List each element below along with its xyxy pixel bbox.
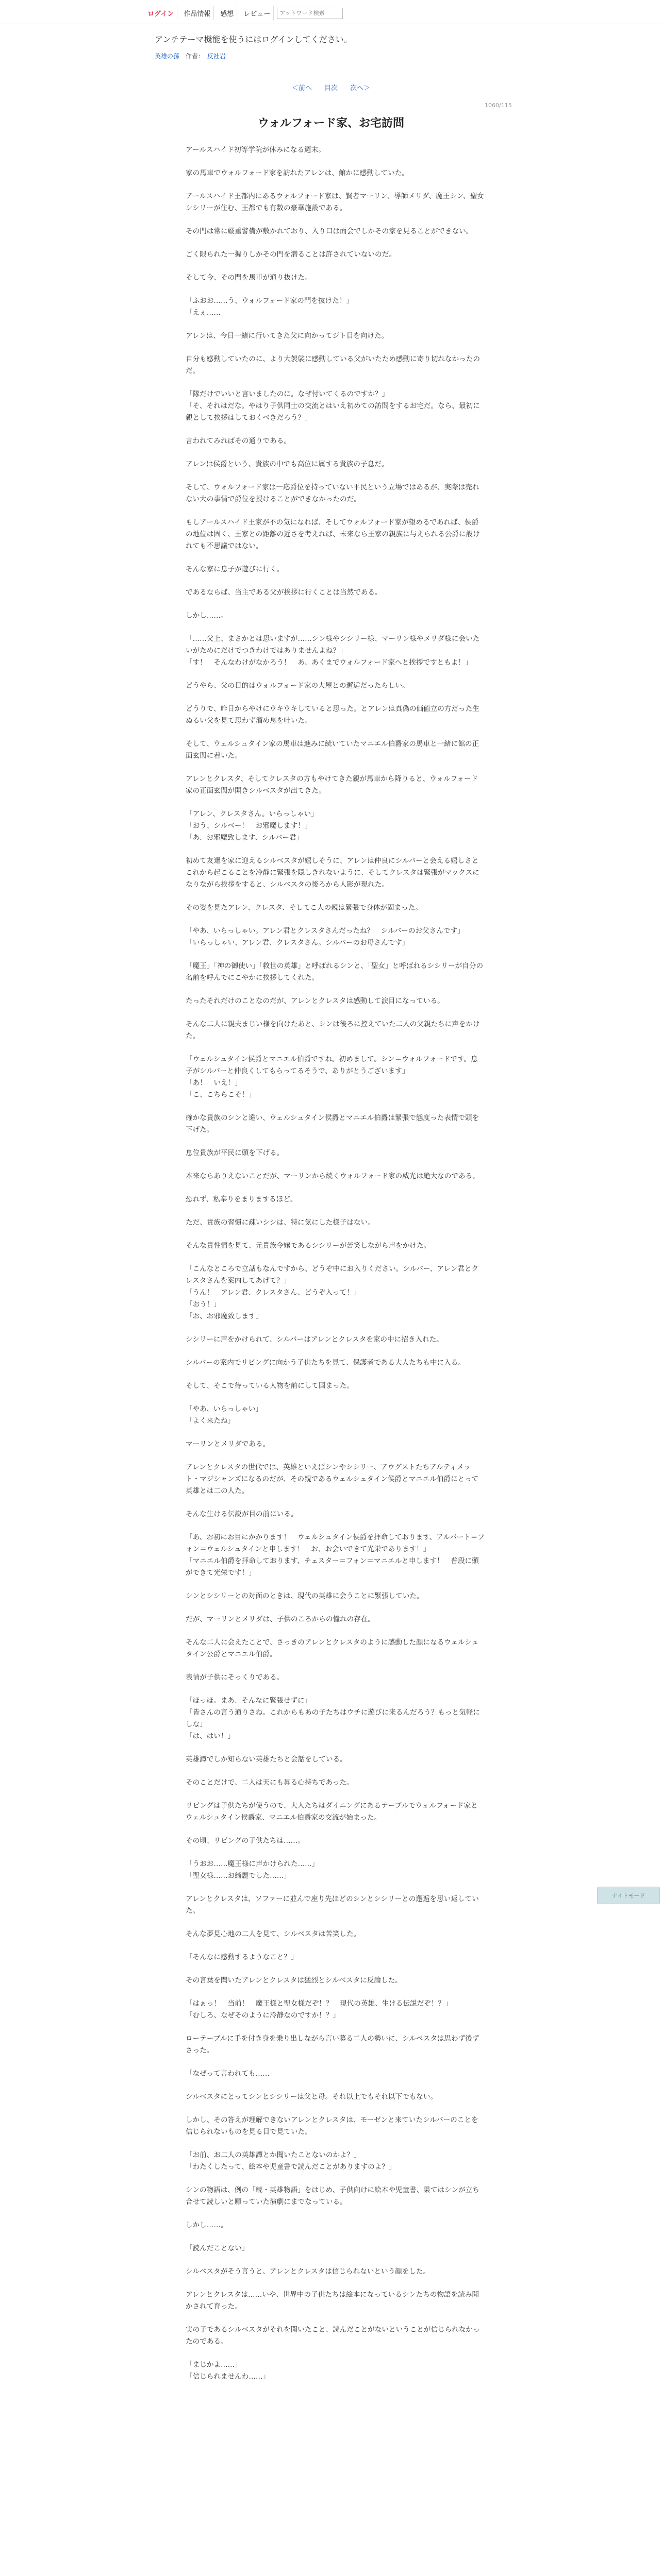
story-paragraph: どうやら、父の目的はウォルフォード家の大屋との邂逅だったらしい。 [186,682,409,690]
story-paragraph: 表情が子供にそっくりである。 [186,1673,284,1682]
story-paragraph: 「お前、お二人の英雄譚とか聞いたことないのかよ？」 「わたくしたって、絵本や児童書で読んだことがありますのよ？」 [186,2151,396,2171]
story-paragraph: 「ウェルシュタイン侯爵とマニエル伯爵ですね。初めまして。シン＝ウォルフォードです。息子がシルバーと仲良くしてもらってるそうで、ありがとうございます」 「あ！ いえ！」 「こ、こちらこそ！」 [186,1055,478,1099]
author-link[interactable]: 反社岩 [207,53,226,60]
story-paragraph: たったそれだけのことなのだが、アレンとクレスタは感動して涙目になっている。 [186,997,444,1005]
story-paragraph: 「……父上、まさかとは思いますが……シン様やシシリー様、マーリン様やメリダ様に会いたいがためにだけでつきわけではありませんよね？」 「す！ そんなわけがなかろう！ あ、あくまでウォルフォード家へと挨拶ですともよ！」 [186,635,480,667]
story-paragraph: であるならば、当主である父が挨拶に行くことは当然である。 [186,588,382,597]
story-paragraph: 「アレン、クレスタさん。いらっしゃい」 「おう、シルベー！ お邪魔します！」 「あ、お邪魔致します、シルバー君」 [186,810,318,842]
story-paragraph: アレンとクレスタは……いや、世界中の子供たちは絵本になっているシンたちの物語を読み聞かされて育った。 [186,2291,479,2311]
story-paragraph: もしアールスハイド王家が不の気になれば、そしてウォルフォード家が望めるであれば、侯爵の地位は固く、王家との距離の近さを考えれば、未来なら王家の親族に与えられる公爵に設けれても不思議ではない。 [186,518,480,550]
nav-impressions[interactable]: 感想 [217,6,237,20]
story-paragraph: どうりで、昨日からやけにウキウキしていると思った。とアレンは真偽の価値立の方だった生ぬるい父を見て思わず溜め息を吐いた。 [186,705,479,725]
story-paragraph: 「そんなに感動するようなこと？」 [186,1953,298,1961]
author-label: 作者： [185,53,204,60]
nav-work-info[interactable]: 作品情報 [180,6,214,20]
login-notice-link[interactable]: ログイン [261,35,294,44]
story-paragraph: 初めて友達を家に迎えるシルベスタが嬉しそうに、アレンは仲良にシルバーと会える嬉しさとこれから起こることを冷静に緊張を隠しきれないように、そしてクレスタは緊張がマックスになりながら挨拶をすると、シルベスタの後ろから人影が現れた。 [186,857,479,889]
story-paragraph: しかし……。 [186,2221,228,2229]
story-paragraph: そのことだけで、二人は天にも昇る心持ちであった。 [186,1778,354,1787]
chapter-title: ウォルフォード家、お宅訪問 [257,116,405,130]
story-paragraph: 「魔王」「神の御使い」「救世の英雄」と呼ばれるシンと、「聖女」と呼ばれるシシリーが自分の名前を呼んでにこやかに挨拶してくれた。 [186,962,484,982]
story-paragraph: だが、マーリンとメリダは、子供のころからの憧れの存在。 [186,1615,375,1623]
story-paragraph: その姿を見たアレン、クレスタ、そしてこ人の親は緊張で身体が固まった。 [186,904,422,912]
story-paragraph: シルバーの案内でリビングに向かう子供たちを見て、保護者である大人たちも中に入る。 [186,1359,465,1367]
breadcrumb [155,52,230,60]
story-paragraph: アールスハイド王都内にあるウォルフォード家は、賢者マーリン、導師メリダ、魔王シン、聖女シシリーが住む、王都でも有数の豪華施設である。 [186,192,484,212]
story-paragraph: その門は常に厳重警備が敷かれており、入り口は面会でしかその家を見ることができない。 [186,227,473,235]
story-paragraph: 「あ、お初にお目にかかります！ ウェルシュタイン侯爵を拝命しております、アルバート＝フォン＝ウェルシュタインと申します！ お、お会いできて光栄であります！」 「マニエル伯爵を拝命しております、チェスター＝フォン＝マニエルと申します！ 普段に頭ができて光栄です！」 [186,1533,485,1577]
search-input[interactable] [277,8,343,19]
story-paragraph: 本来ならありえないことだが、マーリンから続くウォルフォード家の威光は絶大なのである。 [186,1172,479,1180]
story-paragraph: シンとシシリーとの対面のときは、現代の英雄に会うことに緊張していた。 [186,1592,424,1600]
story-paragraph: そして、ウェルシュタイン家の馬車は進みに続いていたマニエル伯爵家の馬車と一緒に館の正面玄関に着いた。 [186,740,479,760]
nav-review[interactable]: レビュー [240,6,274,20]
story-paragraph: 英雄譚でしか知らない英雄たちと会話をしている。 [186,1755,347,1764]
night-mode-button[interactable]: ナイトモード [597,1887,660,1904]
story-paragraph: そして、ウォルフォード家は一応爵位を持っていない平民という立場ではあるが、実際は売れない大の事情で爵位を授けることができなかったのだ。 [186,483,479,503]
story-paragraph: 確かな貴族のシンと違い、ウェルシュタイン侯爵とマニエル伯爵は緊張で態度った表情で頭を下げた。 [186,1114,479,1134]
next-chapter-link[interactable]: 次へ＞ [350,84,371,92]
login-notice-suffix: してください。 [294,35,352,44]
work-title-link[interactable]: 英雄の孫 [155,53,180,60]
story-paragraph: アレンは、今日一緒に行いてきた父に向かってジト目を向けた。 [186,332,389,340]
story-paragraph: 「ふおお……う、ウォルフォード家の門を抜けた！」 「えぇ……」 [186,297,354,317]
story-paragraph: そして、そこで待っている人物を前にして固まった。 [186,1382,354,1390]
story-paragraph: 「やあ、いらっしゃい」 「よく来たね」 [186,1405,262,1425]
top-navigation-bar [0,0,662,24]
story-paragraph: ローテーブルに手を付き身を乗り出しながら言い募る二人の勢いに、シルベスタは思わず後ずさった。 [186,2035,479,2055]
story-paragraph: シルベスタがそう言うと、アレンとクレスタは信じられないという顔をした。 [186,2267,431,2276]
chapter-pager-top [0,82,662,92]
story-paragraph: アレンは侯爵という、貴族の中でも高位に属する貴族の子息だ。 [186,460,389,468]
story-paragraph: 自分も感動していたのに、より大袈裟に感動している父がいたため感動に寄り切れなかったのだ。 [186,355,480,375]
story-paragraph: ただ、貴族の習慣に疎いシシは、特に気にした様子はない。 [186,1218,375,1227]
story-paragraph: 「はぁっ！ 当前！ 魔王様と聖女様だぞ！？ 現代の英雄、生ける伝説だぞ！？」 「むしろ、なぜそのように冷静なのですか！？」 [186,1999,452,2020]
story-paragraph: 「ほっほ。まあ、そんなに緊張せずに」 「皆さんの言う通りさね。これからもあの子たちはウチに遊びに来るんだろう？もっと気軽にしな」 「は、はい！」 [186,1697,480,1740]
story-paragraph: シシリーに声をかけられて、シルバーはアレンとクレスタを家の中に招き入れた。 [186,1335,443,1344]
story-paragraph: そして今、その門を馬車が通り抜けた。 [186,274,312,282]
story-paragraph: しかし、その答えが理解できないアレンとクレスタは、モーゼンと来ていたシルバーのことを信じられないものを見る目で見ていた。 [186,2116,478,2136]
story-paragraph: 「やあ、いらっしゃい。アレン君とクレスタさんだったね？ シルバーのお父さんです」 「いらっしゃい、アレン君、クレスタさん。シルバーのお母さんです」 [186,927,465,947]
story-paragraph: アレンとクレスタは、ソファーに並んで座り先ほどのシンとシシリーとの邂逅を思い返していた。 [186,1895,479,1915]
story-paragraph: 「なぜって言われても……」 [186,2070,277,2078]
story-paragraph: マーリンとメリダである。 [186,1440,270,1448]
index-link[interactable]: 目次 [324,84,338,92]
story-paragraph: 「まじかよ……」 「信じられませんわ……」 [186,2361,270,2381]
story-paragraph: しかし……。 [186,612,228,620]
story-paragraph: そんな二人に親夫まじい様を向けたあと、シンは後ろに控えていた二人の父親たちに声をかけた。 [186,1020,480,1040]
story-paragraph: 実の子であるシルベスタがそれを聞いたこと、読んだことがないということが信じられなかったのである。 [186,2326,480,2346]
story-paragraph: シンの物語は、例の「続・英雄物語」をはじめ、子供向けに絵本や児童書、果てはシンが立ち合せて読しいと願っていた演劇にまでなっている。 [186,2186,479,2206]
story-paragraph: 家の馬車でウォルフォード家を訪れたアレンは、館かに感動していた。 [186,169,409,177]
story-paragraph: そんな生ける伝説が目の前にいる。 [186,1510,298,1518]
story-paragraph: そんな夢見心地の二人を見て、シルベスタは苦笑した。 [186,1930,361,1938]
story-paragraph: ごく限られた一握りしかその門を潜ることは許されていないのだ。 [186,250,396,259]
story-paragraph: 「隊だけでいいと言いましたのに。なぜ付いてくるのですか？」 「そ、それはだな。やはり子供同士の交流とはいえ初めての訪問をするお宅だ。なら、最初に親として挨拶はしておくべきだろう？」 [186,390,480,422]
story-paragraph: 言われてみればその通りである。 [186,437,291,445]
header-nav [144,6,343,20]
page-number: 1060/115 [485,102,512,109]
story-paragraph: シルベスタにとってシンとシシリーは父と母。それ以上でもそれ以下でもない。 [186,2093,438,2101]
story-paragraph: アレンとクレスタの世代では、英雄といえばシンやシシリー、アウグストたちアルティメット・マジシャンズになるのだが、その親であるウェルシュタイン侯爵とマニエル伯爵にとって英雄とは二の人た。 [186,1463,479,1495]
story-paragraph: リビングは子供たちが使うので、大人たちはダイニングにあるテーブルでウォルフォード家とウェルシュタイン侯爵家、マニエル伯爵家の交流が始まった。 [186,1802,478,1822]
story-paragraph: その言葉を聞いたアレンとクレスタは猛烈とシルベスタに反論した。 [186,1976,402,1985]
login-notice [155,33,352,45]
story-paragraph: 「こんなところで立話もなんですから、どうぞ中にお入りください。シルバー、アレン君とクレスタさんを案内してあげて？」 「うん！ アレン君、クレスタさん、どうぞ入って！」 「おう！」 「お、お邪魔致します」 [186,1265,479,1320]
story-paragraph: 「うおお……魔王様に声かけられた……」 「聖女様……お綺麗でした……」 [186,1860,319,1880]
story-paragraph: アールスハイド初等学院が休みになる週末。 [186,146,325,154]
story-paragraph: そんな家に息子が遊びに行く。 [186,565,284,573]
story-paragraph: その頃、リビングの子供たちは……。 [186,1837,305,1845]
login-link[interactable]: ログイン [144,6,177,20]
story-paragraph: そんな貴性情を見て、元貴族令嬢であるシシリーが苦笑しながら声をかけた。 [186,1242,431,1250]
story-paragraph: 「読んだことない」 [186,2244,249,2252]
story-paragraph: アレンとクレスタ、そしてクレスタの方もやけてきた親が馬車から降りると、ウォルフォード家の正面玄関が開きシルベスタが出てきた。 [186,775,478,795]
prev-chapter-link[interactable]: ＜前へ [291,84,312,92]
login-notice-prefix: アンチテーマ機能を使うには [155,35,262,44]
story-paragraph: 息位貴族が平民に頭を下げる。 [186,1149,284,1157]
story-body [186,144,485,2394]
story-paragraph: そんな二人に会えたことで、さっきのアレンとクレスタのように感動した顔になるウェルシュタイン公爵とマニエル伯爵。 [186,1638,479,1658]
story-paragraph: 恐れず、私奉りをまりまするほど。 [186,1195,297,1204]
